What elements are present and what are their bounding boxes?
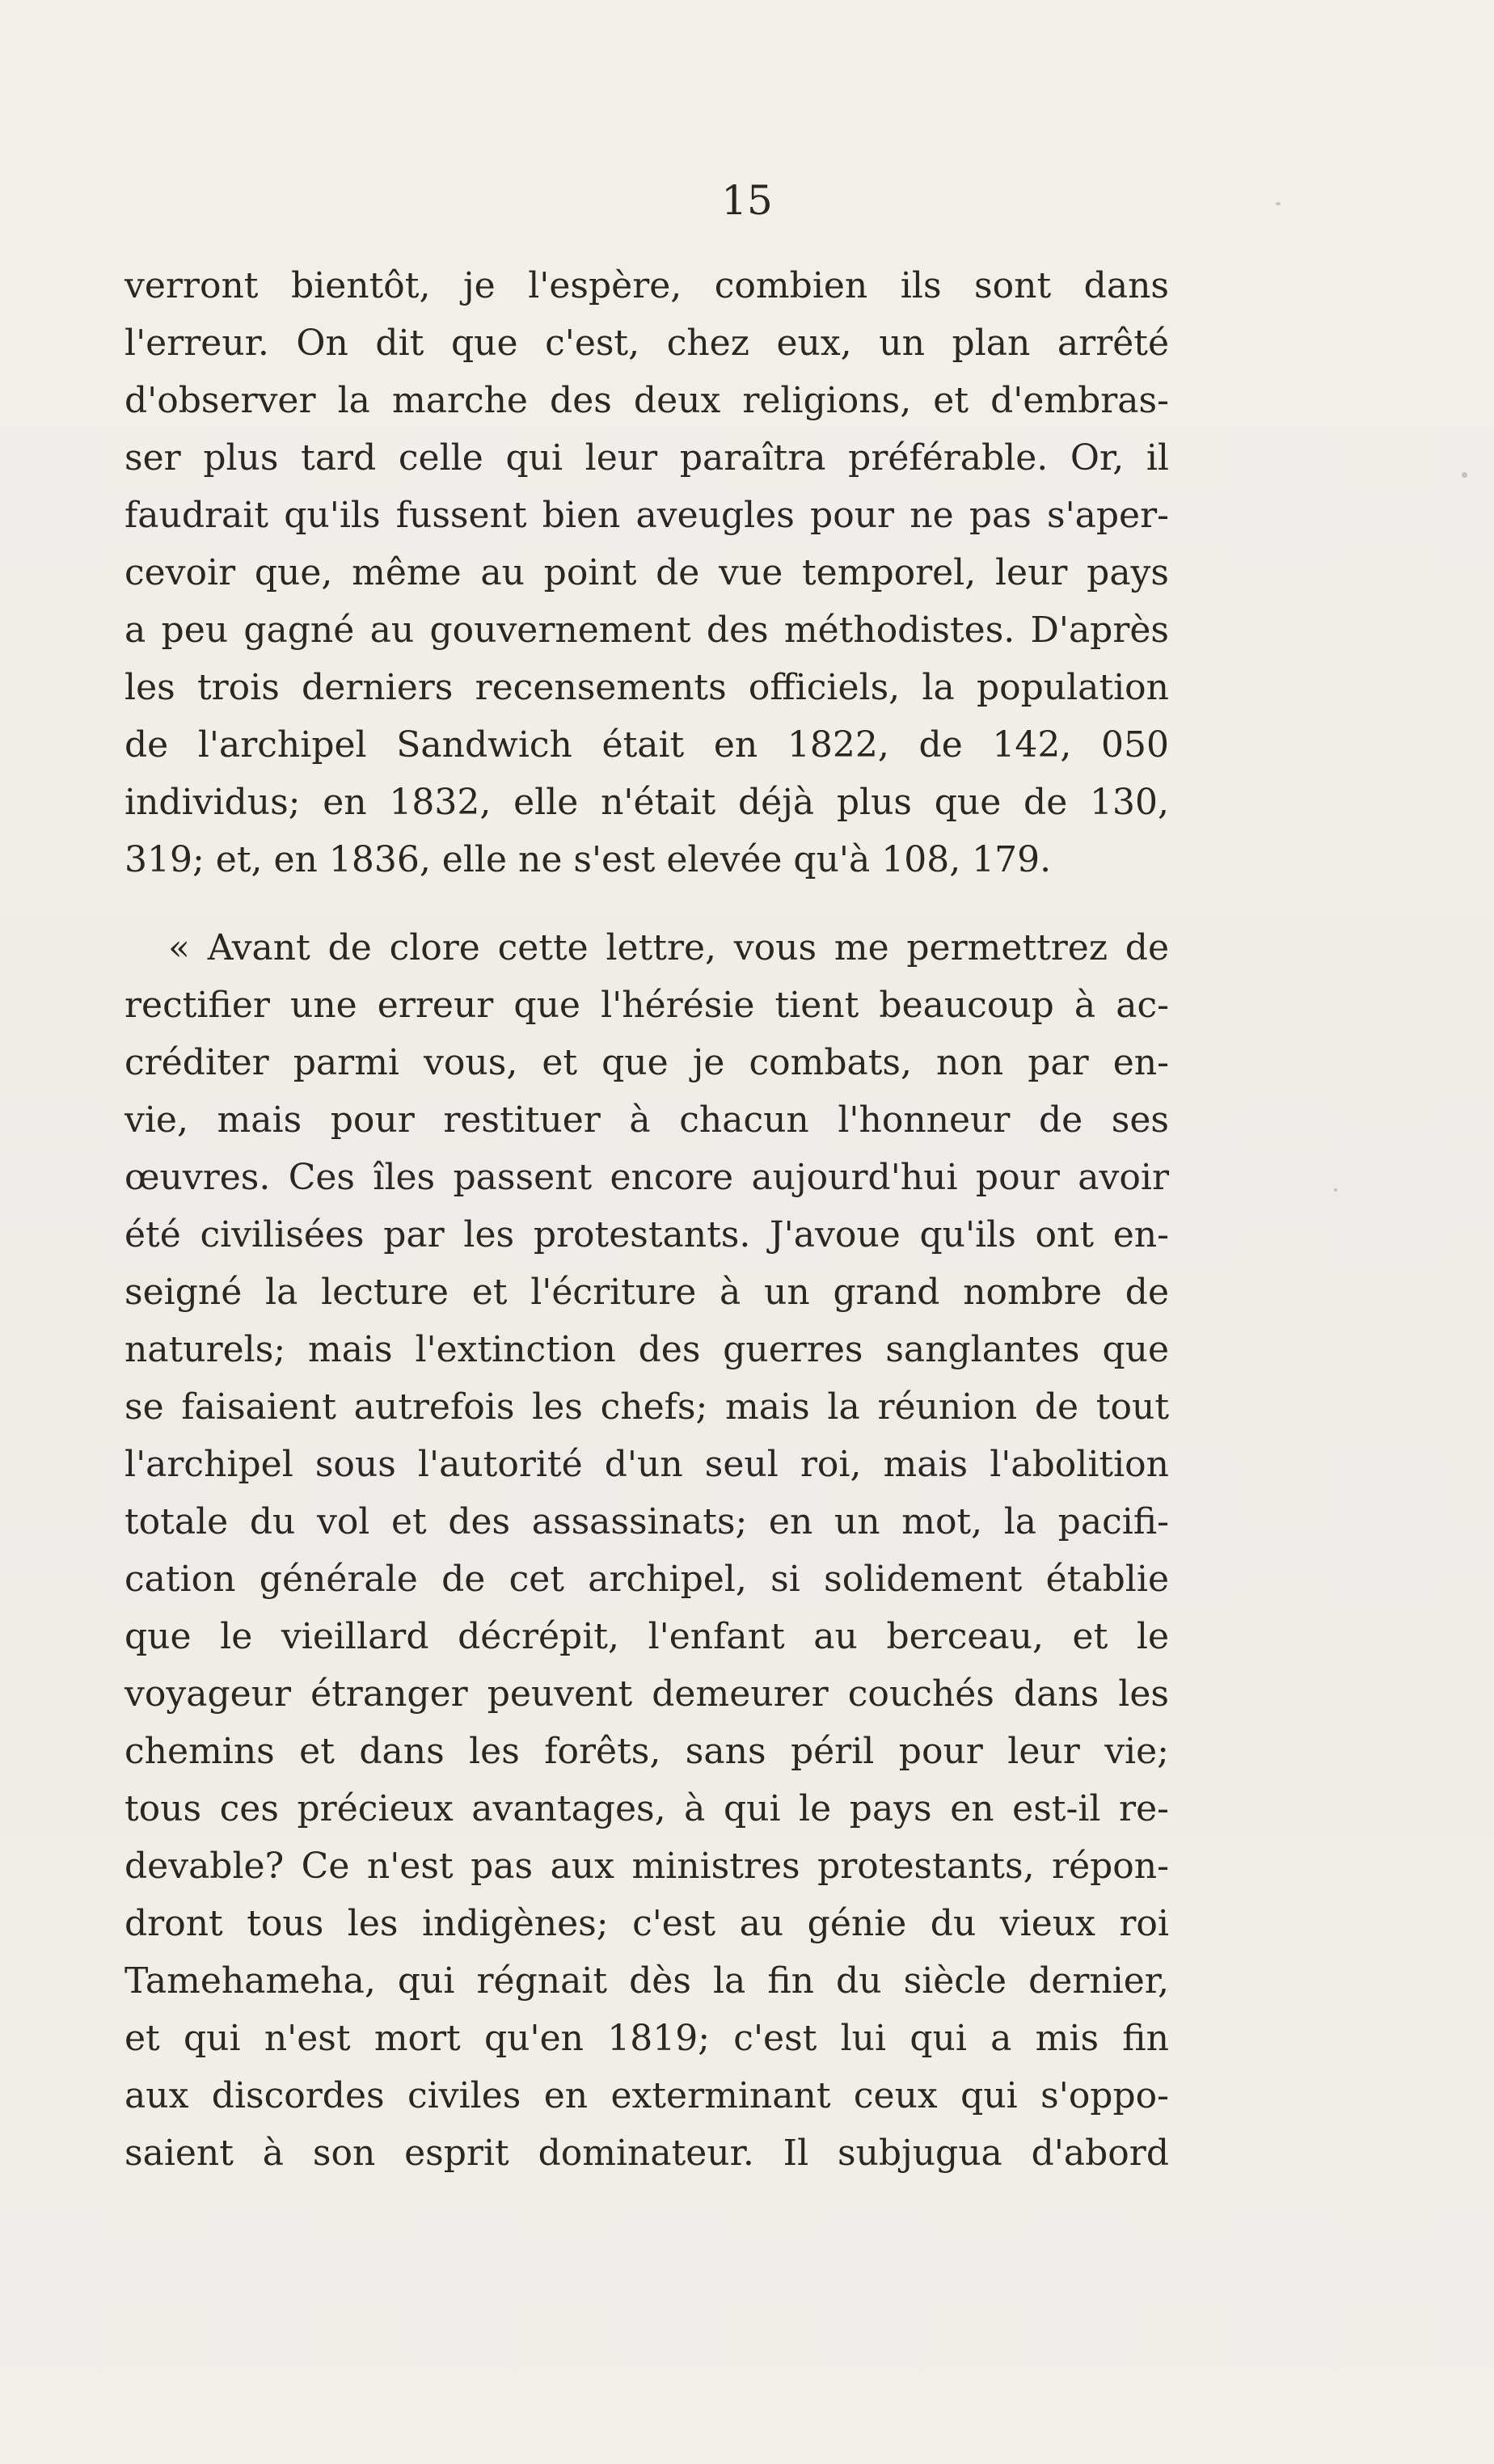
text-line: 319; et, en 1836, elle ne s'est elevée qu'à 108, 179. <box>124 839 1052 880</box>
text-line: et qui n'est mort qu'en 1819; c'est lui qui a mis fin <box>124 2018 1169 2059</box>
text-line: créditer parmi vous, et que je combats, non par en- <box>124 1042 1169 1083</box>
text-line: individus; en 1832, elle n'était déjà plus que de 130, <box>124 782 1169 823</box>
text-line: vie, mais pour restituer à chacun l'honneur de ses <box>124 1099 1169 1141</box>
text-line: totale du vol et des assassinats; en un mot, la pacifi- <box>124 1501 1169 1542</box>
paper-speck <box>1276 202 1281 205</box>
text-line: de l'archipel Sandwich était en 1822, de 142, 050 <box>124 724 1169 766</box>
paragraph-2 <box>124 919 1169 2182</box>
text-line: cevoir que, même au point de vue temporel, leur pays <box>124 552 1169 593</box>
paper-speck <box>1462 472 1467 478</box>
text-line: naturels; mais l'extinction des guerres sanglantes que <box>124 1329 1169 1370</box>
paper-speck <box>1334 1188 1337 1192</box>
text-line: devable? Ce n'est pas aux ministres protestants, répon- <box>124 1846 1169 1887</box>
text-line: a peu gagné au gouvernement des méthodistes. D'après <box>124 610 1169 651</box>
page-number: 15 <box>721 177 773 224</box>
text-line: œuvres. Ces îles passent encore aujourd'hui pour avoir <box>124 1157 1169 1198</box>
text-line: l'archipel sous l'autorité d'un seul roi, mais l'abolition <box>124 1444 1169 1485</box>
text-line: l'erreur. On dit que c'est, chez eux, un plan arrêté <box>124 323 1169 364</box>
text-line: d'observer la marche des deux religions, et d'embras- <box>124 380 1169 421</box>
text-line: tous ces précieux avantages, à qui le pays en est-il re- <box>124 1788 1169 1829</box>
text-line: saient à son esprit dominateur. Il subjugua d'abord <box>124 2133 1169 2174</box>
text-line: été civilisées par les protestants. J'avoue qu'ils ont en- <box>124 1214 1169 1255</box>
text-line: se faisaient autrefois les chefs; mais la réunion de tout <box>124 1386 1169 1428</box>
text-line: aux discordes civiles en exterminant ceux qui s'oppo- <box>124 2075 1169 2116</box>
text-line: verront bientôt, je l'espère, combien ils sont dans <box>124 265 1169 306</box>
text-line: ser plus tard celle qui leur paraîtra préférable. Or, il <box>124 437 1169 479</box>
text-line: dront tous les indigènes; c'est au génie du vieux roi <box>124 1903 1169 1944</box>
text-line: voyageur étranger peuvent demeurer couchés dans les <box>124 1673 1169 1715</box>
text-line: seigné la lecture et l'écriture à un grand nombre de <box>124 1272 1169 1313</box>
text-line: rectifier une erreur que l'hérésie tient beaucoup à ac- <box>124 985 1169 1026</box>
text-line: que le vieillard décrépit, l'enfant au berceau, et le <box>124 1616 1169 1657</box>
text-line: chemins et dans les forêts, sans péril pour leur vie; <box>124 1731 1169 1772</box>
text-line: Tamehameha, qui régnait dès la fin du siècle dernier, <box>124 1960 1169 2002</box>
text-line: faudrait qu'ils fussent bien aveugles pour ne pas s'aper- <box>124 495 1169 536</box>
text-line: « Avant de clore cette lettre, vous me permettrez de <box>168 927 1169 968</box>
paragraph-1 <box>124 257 1169 888</box>
text-line: cation générale de cet archipel, si solidement établie <box>124 1559 1169 1600</box>
text-line: les trois derniers recensements officiels, la population <box>124 667 1169 708</box>
